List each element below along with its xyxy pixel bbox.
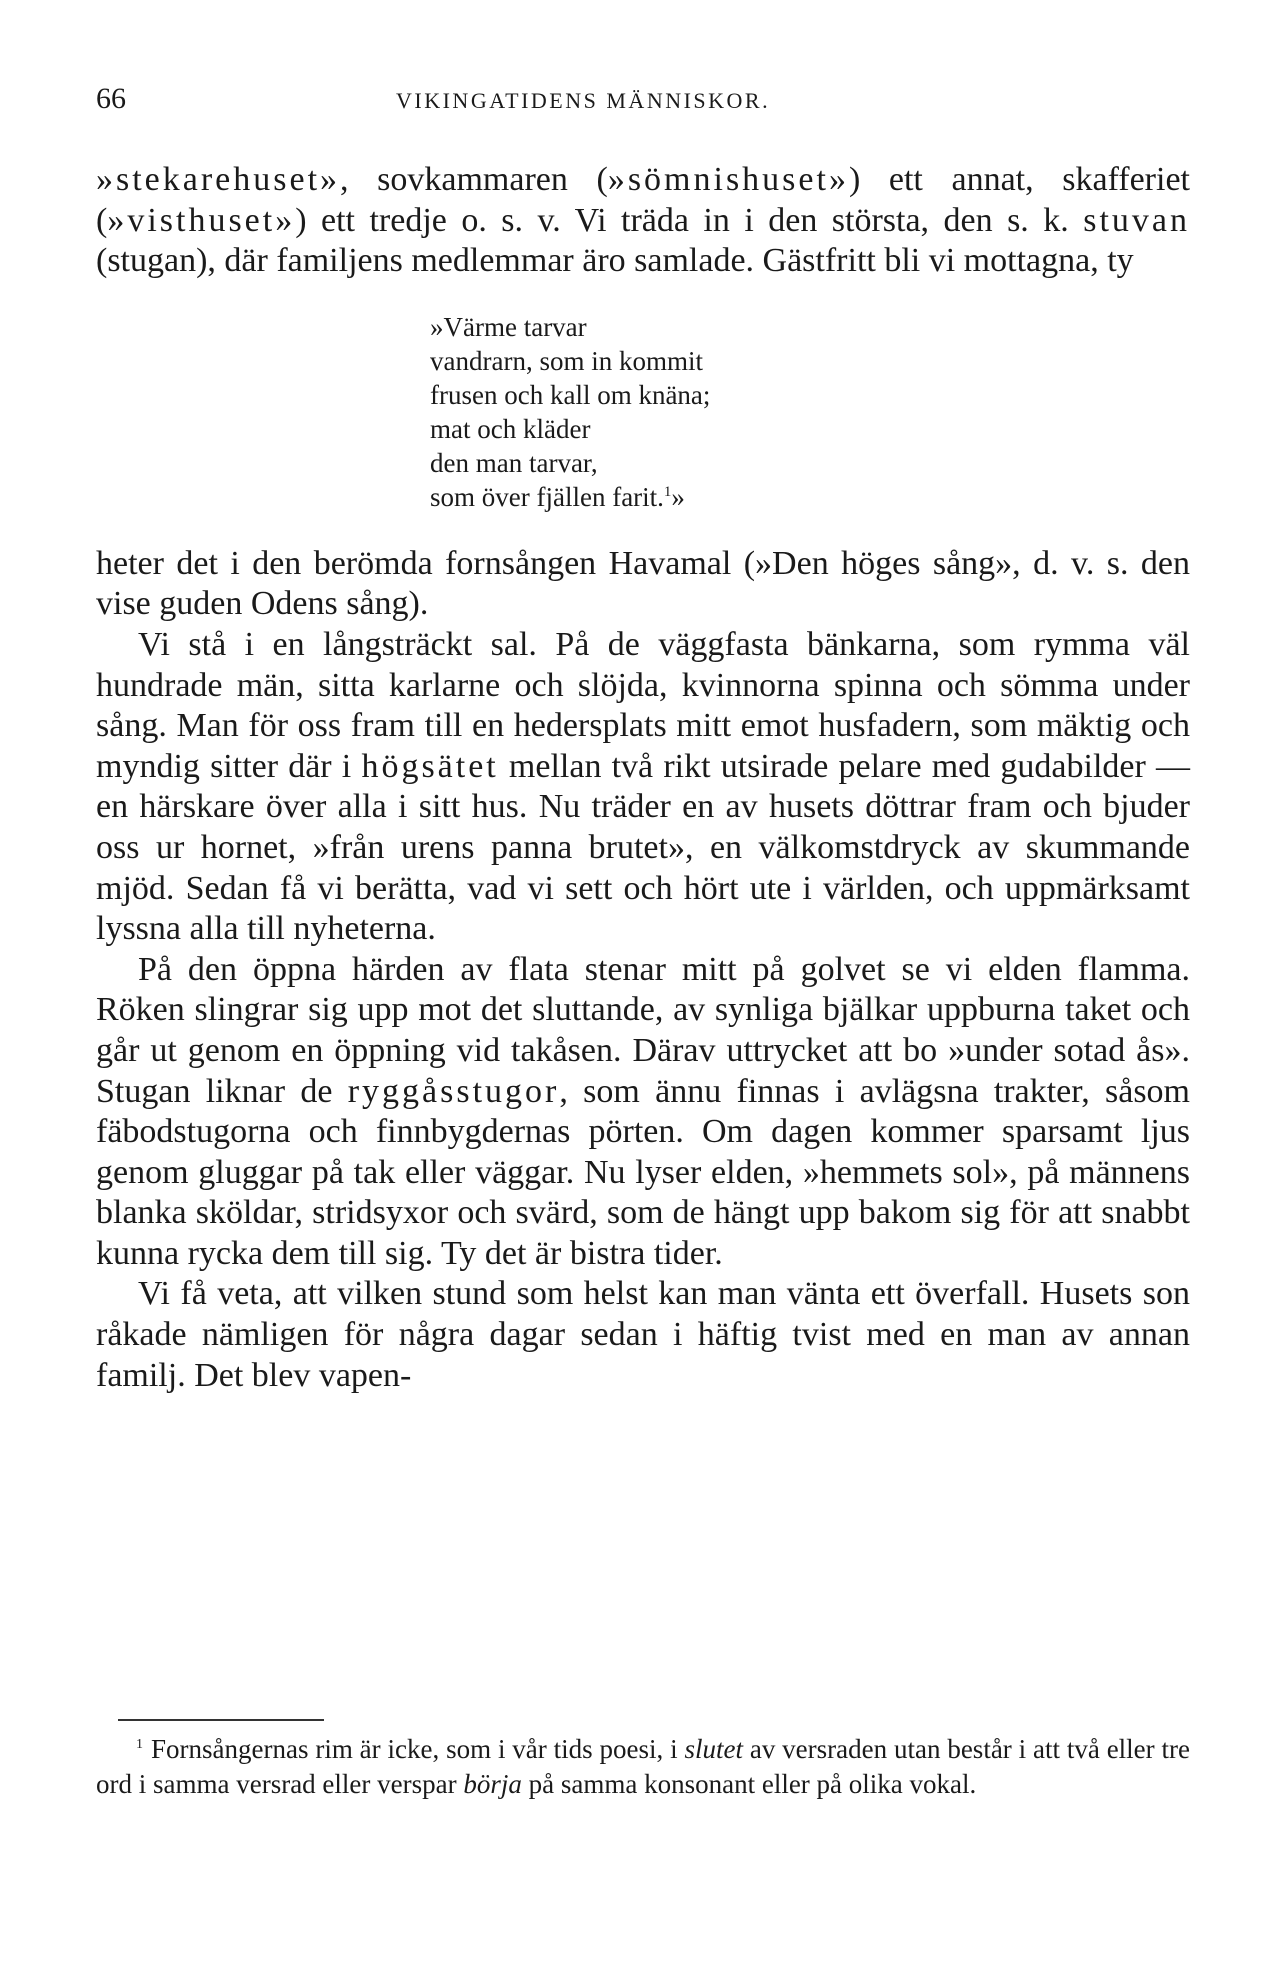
paragraph (96, 950, 1190, 1275)
footnote-marker: 1 (663, 483, 672, 500)
italic-term: slutet (684, 1734, 743, 1764)
poem-line: vandrarn, som in kommit (430, 345, 703, 376)
page-number: 66 (96, 82, 126, 115)
poem-line: den man tarvar, (430, 447, 598, 478)
text-run: Fornsångernas rim är icke, som i vår tids poesi, i (151, 1734, 685, 1764)
poem-line-text: som över fjällen farit. (430, 481, 664, 512)
emphasized-term: ryggåsstugor (347, 1072, 560, 1110)
poem-line: mat och kläder (430, 413, 591, 444)
poem-line: frusen och kall om knäna; (430, 379, 711, 410)
text-run: av versraden utan består i att två eller tre ord i samma versrad eller verspar (96, 1734, 1190, 1799)
emphasized-term: »sömnishuset» (607, 161, 849, 198)
main-text (96, 160, 1190, 1396)
running-title: VIKINGATIDENS MÄNNISKOR. (396, 88, 771, 113)
text-run: Vi stå i en långsträckt sal. På de väggfasta bänkarna, som rymma väl hundrade män, sitta karlarne och slöjda, kvinnorna spinna och sömma under sång. Man för oss fram till en hedersplats mitt emot husfadern, som mäktig och myndig sitter där i (96, 625, 1190, 785)
footnote-number: 1 (136, 1737, 143, 1752)
emphasized-term: »visthuset» (107, 201, 296, 239)
italic-term: börja (463, 1769, 522, 1799)
emphasized-term: högsätet (361, 747, 499, 785)
footnote (96, 1732, 1190, 1802)
text-run: På den öppna härden av flata stenar mitt på golvet se vi elden flamma. Röken slingrar sig upp mot det sluttande, av synliga bjälkar uppburna taket och går ut genom en öppning vid takåsen. Därav uttrycket att bo »under sotad ås». Stugan liknar de (96, 950, 1190, 1110)
page-header (96, 82, 1190, 122)
paragraph (96, 160, 1190, 282)
text-run: , sovkammaren ( (340, 161, 608, 198)
paragraph (96, 625, 1190, 950)
poem-line-last (430, 480, 1190, 514)
emphasized-term: stuvan (1083, 201, 1190, 239)
text-run: på samma konsonant eller på olika vokal. (521, 1769, 977, 1799)
footnote-text (96, 1732, 1190, 1802)
emphasized-term: »stekarehuset» (96, 161, 341, 198)
text-run: ) ett annat, skafferiet ( (96, 161, 1190, 239)
poem-line: »Värme tarvar (430, 311, 587, 342)
poem-quote (430, 310, 1190, 514)
footnote-divider (118, 1719, 324, 1721)
paragraph: Vi få veta, att vilken stund som helst kan man vänta ett överfall. Husets son råkade nämligen för några dagar sedan i häftig tvist med en man av annan familj. Det blev vapen- (96, 1275, 1190, 1394)
paragraph: heter det i den berömda fornsången Havamal (»Den höges sång», d. v. s. den vise guden Odens sång). (96, 544, 1190, 623)
text-run: , som ännu finnas i avlägsna trakter, såsom fäbodstugorna och finnbygdernas pörten. Om dagen kommer sparsamt ljus genom gluggar på tak eller väggar. Nu lyser elden, »hemmets sol», på männens blanka sköldar, stridsyxor och svärd, som de hängt upp bakom sig för att snabbt kunna rycka dem till sig. Ty det är bistra tider. (96, 1072, 1191, 1272)
closing-quote: » (671, 481, 685, 512)
text-run: (stugan), där familjens medlemmar äro samlade. Gästfritt bli vi mottagna, ty (96, 242, 1134, 280)
text-run: mellan två rikt utsirade pelare med gudabilder — en härskare över alla i sitt hus. Nu träder en av husets döttrar fram och bjuder oss ur hornet, »från urens panna brutet», en välkomstdryck av skummande mjöd. Sedan få vi berätta, vad vi sett och hört ute i världen, och uppmärksamt lyssna alla till nyheterna. (96, 747, 1190, 948)
text-run: ) ett tredje o. s. v. Vi träda in i den största, den s. k. (295, 201, 1084, 239)
